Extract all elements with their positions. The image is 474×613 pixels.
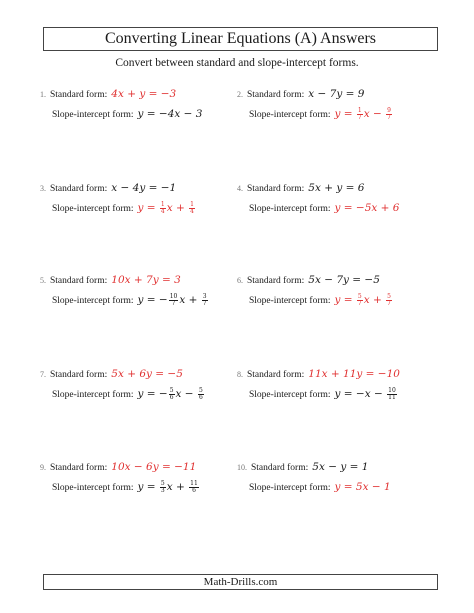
standard-form-line [40,84,176,102]
slope-intercept-line [52,290,209,308]
slope-intercept-label: Slope-intercept form: [52,110,134,120]
slope-intercept-equation [138,481,200,493]
fraction [386,294,392,307]
problem-2 [237,84,437,124]
standard-form-label: Standard form: [247,370,305,380]
fraction [169,388,175,401]
equation-part: y = [137,202,159,214]
footer: Math-Drills.com [43,574,438,590]
fraction-numerator: 5 [357,292,362,300]
problem-3 [40,178,240,218]
fraction-denominator: 7 [171,299,176,307]
equation-part: y = [334,108,356,120]
slope-intercept-line [249,104,393,122]
standard-form-label: Standard form: [247,184,305,194]
fraction-denominator: 6 [198,393,203,401]
standard-form-equation: 11x + 11y = −10 [308,368,400,380]
slope-intercept-line [52,384,205,402]
problem-6 [237,270,437,310]
fraction-denominator: 7 [202,299,207,307]
standard-form-line [40,457,196,475]
equation-part: y = [137,481,159,493]
fraction-numerator: 5 [160,479,165,487]
problem-10 [237,457,437,497]
slope-intercept-line [249,198,399,216]
standard-form-equation: 5x − y = 1 [312,461,369,473]
slope-intercept-line [52,104,202,122]
fraction-numerator: 5 [198,386,203,394]
equation-part: x + [166,202,189,214]
standard-form-label: Standard form: [50,184,108,194]
fraction [386,108,392,121]
problem-5 [40,270,240,310]
fraction [160,202,166,215]
slope-intercept-equation [138,294,209,306]
fraction-numerator: 10 [169,292,178,300]
fraction [189,202,195,215]
slope-intercept-equation [335,481,391,493]
standard-form-equation: x − 7y = 9 [308,88,365,100]
fraction-denominator: 7 [357,113,362,121]
fraction-denominator: 4 [190,207,194,215]
slope-intercept-equation [335,202,400,214]
slope-intercept-label: Slope-intercept form: [249,483,331,493]
standard-form-label: Standard form: [50,463,108,473]
equation-part: x − [175,388,197,400]
instructions: Convert between standard and slope-intercept forms. [115,57,359,69]
problem-9 [40,457,240,497]
standard-form-line [40,364,183,382]
fraction [169,294,179,307]
fraction-denominator: 3 [160,486,165,494]
standard-form-label: Standard form: [251,463,309,473]
slope-intercept-label: Slope-intercept form: [52,390,134,400]
slope-intercept-line [249,384,398,402]
problem-number: 9. [40,463,46,472]
standard-form-equation: x − 4y = −1 [111,182,177,194]
worksheet-title: Converting Linear Equations (A) Answers [43,27,438,51]
standard-form-line [237,270,380,288]
fraction [357,108,363,121]
equation-part: y = −x − [334,388,387,400]
slope-intercept-equation [138,388,205,400]
standard-form-equation: 10x − 6y = −11 [111,461,197,473]
fraction [387,388,397,401]
fraction-numerator: 11 [190,479,198,487]
fraction-numerator: 3 [202,292,207,300]
slope-intercept-equation [138,108,203,120]
standard-form-equation: 5x − 7y = −5 [308,274,380,286]
slope-intercept-label: Slope-intercept form: [249,296,331,306]
slope-intercept-line [249,477,391,495]
standard-form-equation: 5x + y = 6 [308,182,365,194]
fraction [198,388,204,401]
standard-form-label: Standard form: [50,90,108,100]
equation-part: x − [363,108,386,120]
equation-part: y = −4x − 3 [137,108,203,120]
fraction-numerator: 5 [169,386,174,394]
standard-form-equation: 5x + 6y = −5 [111,368,183,380]
fraction-denominator: 4 [160,207,165,215]
problem-7 [40,364,240,404]
fraction-numerator: 5 [387,292,391,300]
standard-form-label: Standard form: [50,370,108,380]
problem-number: 5. [40,276,46,285]
equation-part: y = [334,294,356,306]
standard-form-label: Standard form: [247,90,305,100]
problem-number: 8. [237,370,243,379]
fraction [160,481,166,494]
slope-intercept-label: Slope-intercept form: [52,296,134,306]
problem-number: 7. [40,370,46,379]
problem-number: 10. [237,463,247,472]
slope-intercept-equation [335,108,393,120]
problem-number: 1. [40,90,46,99]
problem-number: 6. [237,276,243,285]
fraction-numerator: 10 [388,386,396,394]
slope-intercept-label: Slope-intercept form: [249,390,331,400]
equation-part: y = − [137,388,168,400]
fraction-denominator: 7 [387,299,391,307]
fraction-denominator: 7 [387,113,391,121]
standard-form-label: Standard form: [50,276,108,286]
equation-part: y = −5x + 6 [334,202,400,214]
equation-part: y = − [137,294,168,306]
fraction-denominator: 7 [357,299,362,307]
fraction-denominator: 6 [192,486,196,494]
standard-form-equation: 10x + 7y = 3 [111,274,181,286]
fraction-numerator: 1 [357,106,362,114]
fraction [189,481,199,494]
standard-form-line [237,178,364,196]
equation-part: x + [179,294,201,306]
slope-intercept-equation [335,388,398,400]
problem-4 [237,178,437,218]
slope-intercept-line [249,290,393,308]
standard-form-label: Standard form: [247,276,305,286]
fraction-numerator: 1 [160,200,165,208]
slope-intercept-line [52,198,196,216]
standard-form-line [237,457,368,475]
standard-form-line [237,84,364,102]
problem-1 [40,84,240,124]
standard-form-line [237,364,400,382]
equation-part: y = 5x − 1 [334,481,391,493]
fraction-denominator: 11 [388,393,396,401]
fraction [357,294,363,307]
problem-number: 4. [237,184,243,193]
problem-number: 3. [40,184,46,193]
equation-part: x + [363,294,386,306]
fraction [202,294,208,307]
slope-intercept-equation [138,202,196,214]
slope-intercept-line [52,477,200,495]
fraction-numerator: 1 [190,200,194,208]
slope-intercept-equation [335,294,393,306]
slope-intercept-label: Slope-intercept form: [249,204,331,214]
fraction-denominator: 6 [169,393,174,401]
standard-form-equation: 4x + y = −3 [111,88,177,100]
slope-intercept-label: Slope-intercept form: [52,483,134,493]
equation-part: x + [166,481,189,493]
standard-form-line [40,270,181,288]
standard-form-line [40,178,176,196]
slope-intercept-label: Slope-intercept form: [249,110,331,120]
problem-number: 2. [237,90,243,99]
slope-intercept-label: Slope-intercept form: [52,204,134,214]
problem-8 [237,364,437,404]
fraction-numerator: 9 [387,106,391,114]
